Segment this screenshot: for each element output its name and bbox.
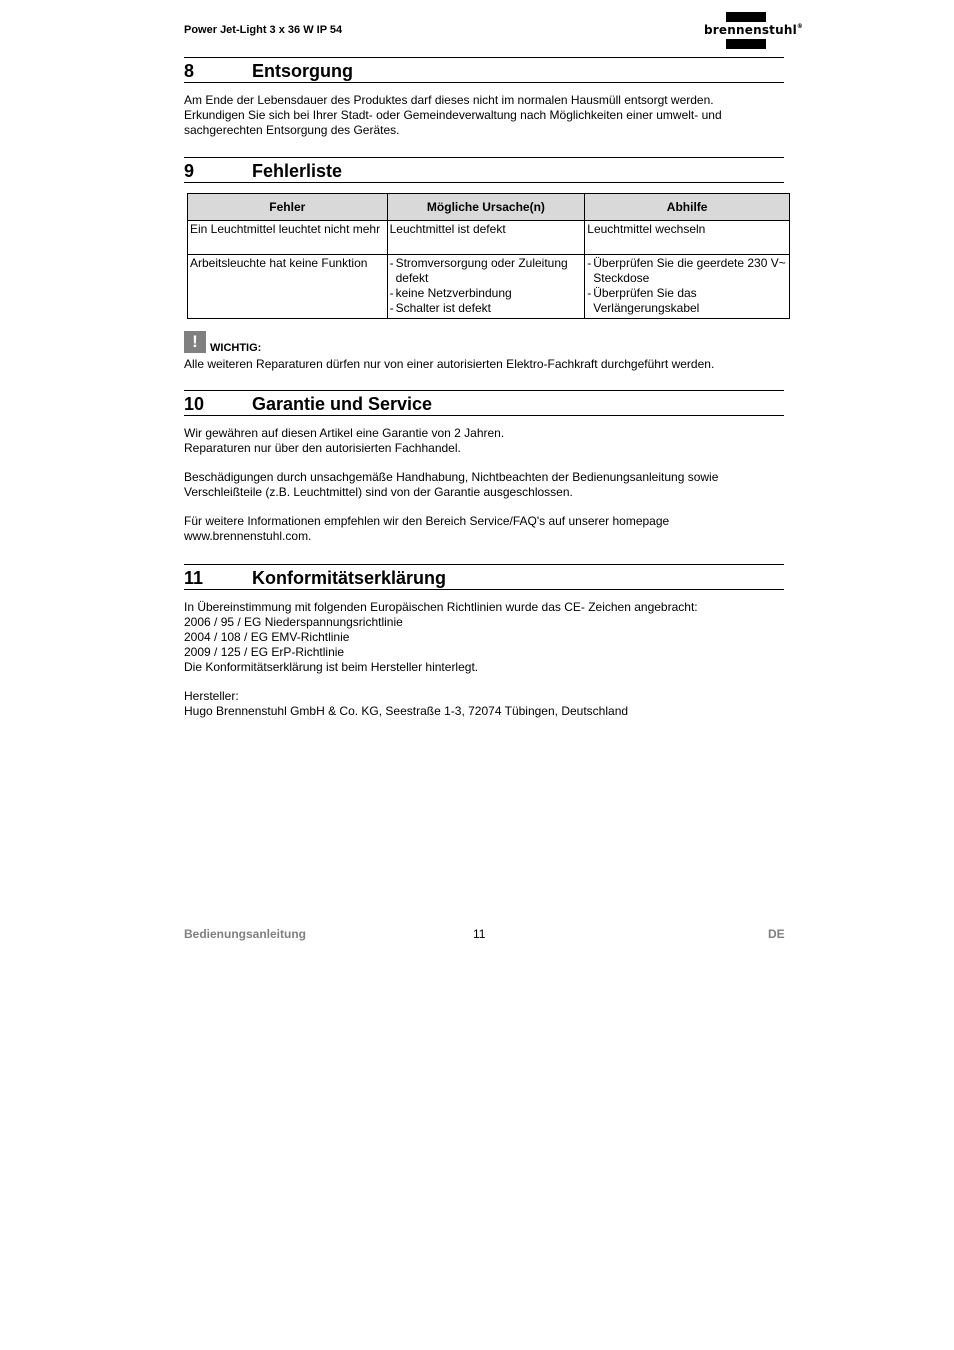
text-line: Die Konformitätserklärung ist beim Hersteller hinterlegt. [184,660,479,674]
list-item: - Überprüfen Sie das Verlängerungskabel [587,286,700,315]
list-item: - Schalter ist defekt [389,301,491,315]
section-body [184,426,784,544]
footer-label: Bedienungsanleitung [184,927,307,941]
list-item: - Überprüfen Sie die geerdete 230 V~ Steckdose [587,256,786,285]
section-heading [184,390,784,416]
section-title: Fehlerliste [252,161,343,181]
section-title: Garantie und Service [252,394,433,414]
cell-fehler: Ein Leuchtmittel leuchtet nicht mehr [188,221,388,255]
language-code: DE [768,927,785,941]
logo-bar-top [726,12,766,22]
section-fehlerliste [184,157,784,183]
table-row [188,255,790,319]
section-konformitaet [184,564,784,719]
logo-bar-bottom [726,39,766,49]
warning-label: WICHTIG: [210,342,262,354]
logo-wordmark: brennenstuhl® [704,23,804,37]
cell-fehler: Arbeitsleuchte hat keine Funktion [188,255,388,319]
text-line: 2009 / 125 / EG ErP-Richtlinie [184,645,345,659]
text-line: Beschädigungen durch unsachgemäße Handhabung, Nichtbeachten der Bedienungsanleitung sowie [184,470,719,484]
list-item: - keine Netzverbindung [389,286,512,300]
section-number: 10 [184,394,205,414]
document-title: Power Jet-Light 3 x 36 W IP 54 [184,24,343,36]
text-line: Wir gewähren auf diesen Artikel eine Garantie von 2 Jahren. [184,426,505,440]
text-line: Erkundigen Sie sich bei Ihrer Stadt- oder Gemeindeverwaltung nach Möglichkeiten einer umwelt- und [184,108,722,122]
section-heading [184,564,784,590]
section-number: 11 [184,568,204,588]
cell-ursache: Leuchtmittel ist defekt [387,221,585,255]
text-line: 2006 / 95 / EG Niederspannungsrichtlinie [184,615,403,629]
cell-ursache [387,255,585,319]
section-heading [184,157,784,183]
section-entsorgung [184,57,784,138]
column-header-abhilfe: Abhilfe [585,194,790,221]
section-title: Konformitätserklärung [252,568,447,588]
section-number: 9 [184,161,195,181]
error-table [187,193,790,319]
table-row [188,221,790,255]
section-body [184,93,784,138]
section-body [184,600,784,719]
text-line: www.brennenstuhl.com. [184,529,312,543]
section-title: Entsorgung [252,61,353,81]
column-header-ursache: Mögliche Ursache(n) [387,194,585,221]
text-line: Für weitere Informationen empfehlen wir den Bereich Service/FAQ's auf unserer homepage [184,514,670,528]
cell-abhilfe [585,255,790,319]
page-number: 11 [473,927,486,941]
text-line: Am Ende der Lebensdauer des Produktes darf dieses nicht im normalen Hausmüll entsorgt werden. [184,93,714,107]
exclamation-icon: ! [184,331,206,353]
section-number: 8 [184,61,195,81]
list-item: - Stromversorgung oder Zuleitung defekt [389,256,568,285]
text-line: In Übereinstimmung mit folgenden Europäischen Richtlinien wurde das CE- Zeichen angebracht: [184,600,698,614]
brennenstuhl-logo [704,12,804,49]
cell-abhilfe: Leuchtmittel wechseln [585,221,790,255]
column-header-fehler: Fehler [188,194,388,221]
warning-text: Alle weiteren Reparaturen dürfen nur von einer autorisierten Elektro-Fachkraft durchgeführt werden. [184,357,715,371]
section-garantie [184,390,784,544]
table-header-row [188,194,790,221]
text-line: Hersteller: [184,689,239,703]
text-line: Verschleißteile (z.B. Leuchtmittel) sind von der Garantie ausgeschlossen. [184,485,573,499]
section-heading [184,57,784,83]
text-line: Reparaturen nur über den autorisierten Fachhandel. [184,441,461,455]
text-line: Hugo Brennenstuhl GmbH & Co. KG, Seestraße 1-3, 72074 Tübingen, Deutschland [184,704,629,718]
text-line: 2004 / 108 / EG EMV-Richtlinie [184,630,350,644]
text-line: sachgerechten Entsorgung des Gerätes. [184,123,400,137]
